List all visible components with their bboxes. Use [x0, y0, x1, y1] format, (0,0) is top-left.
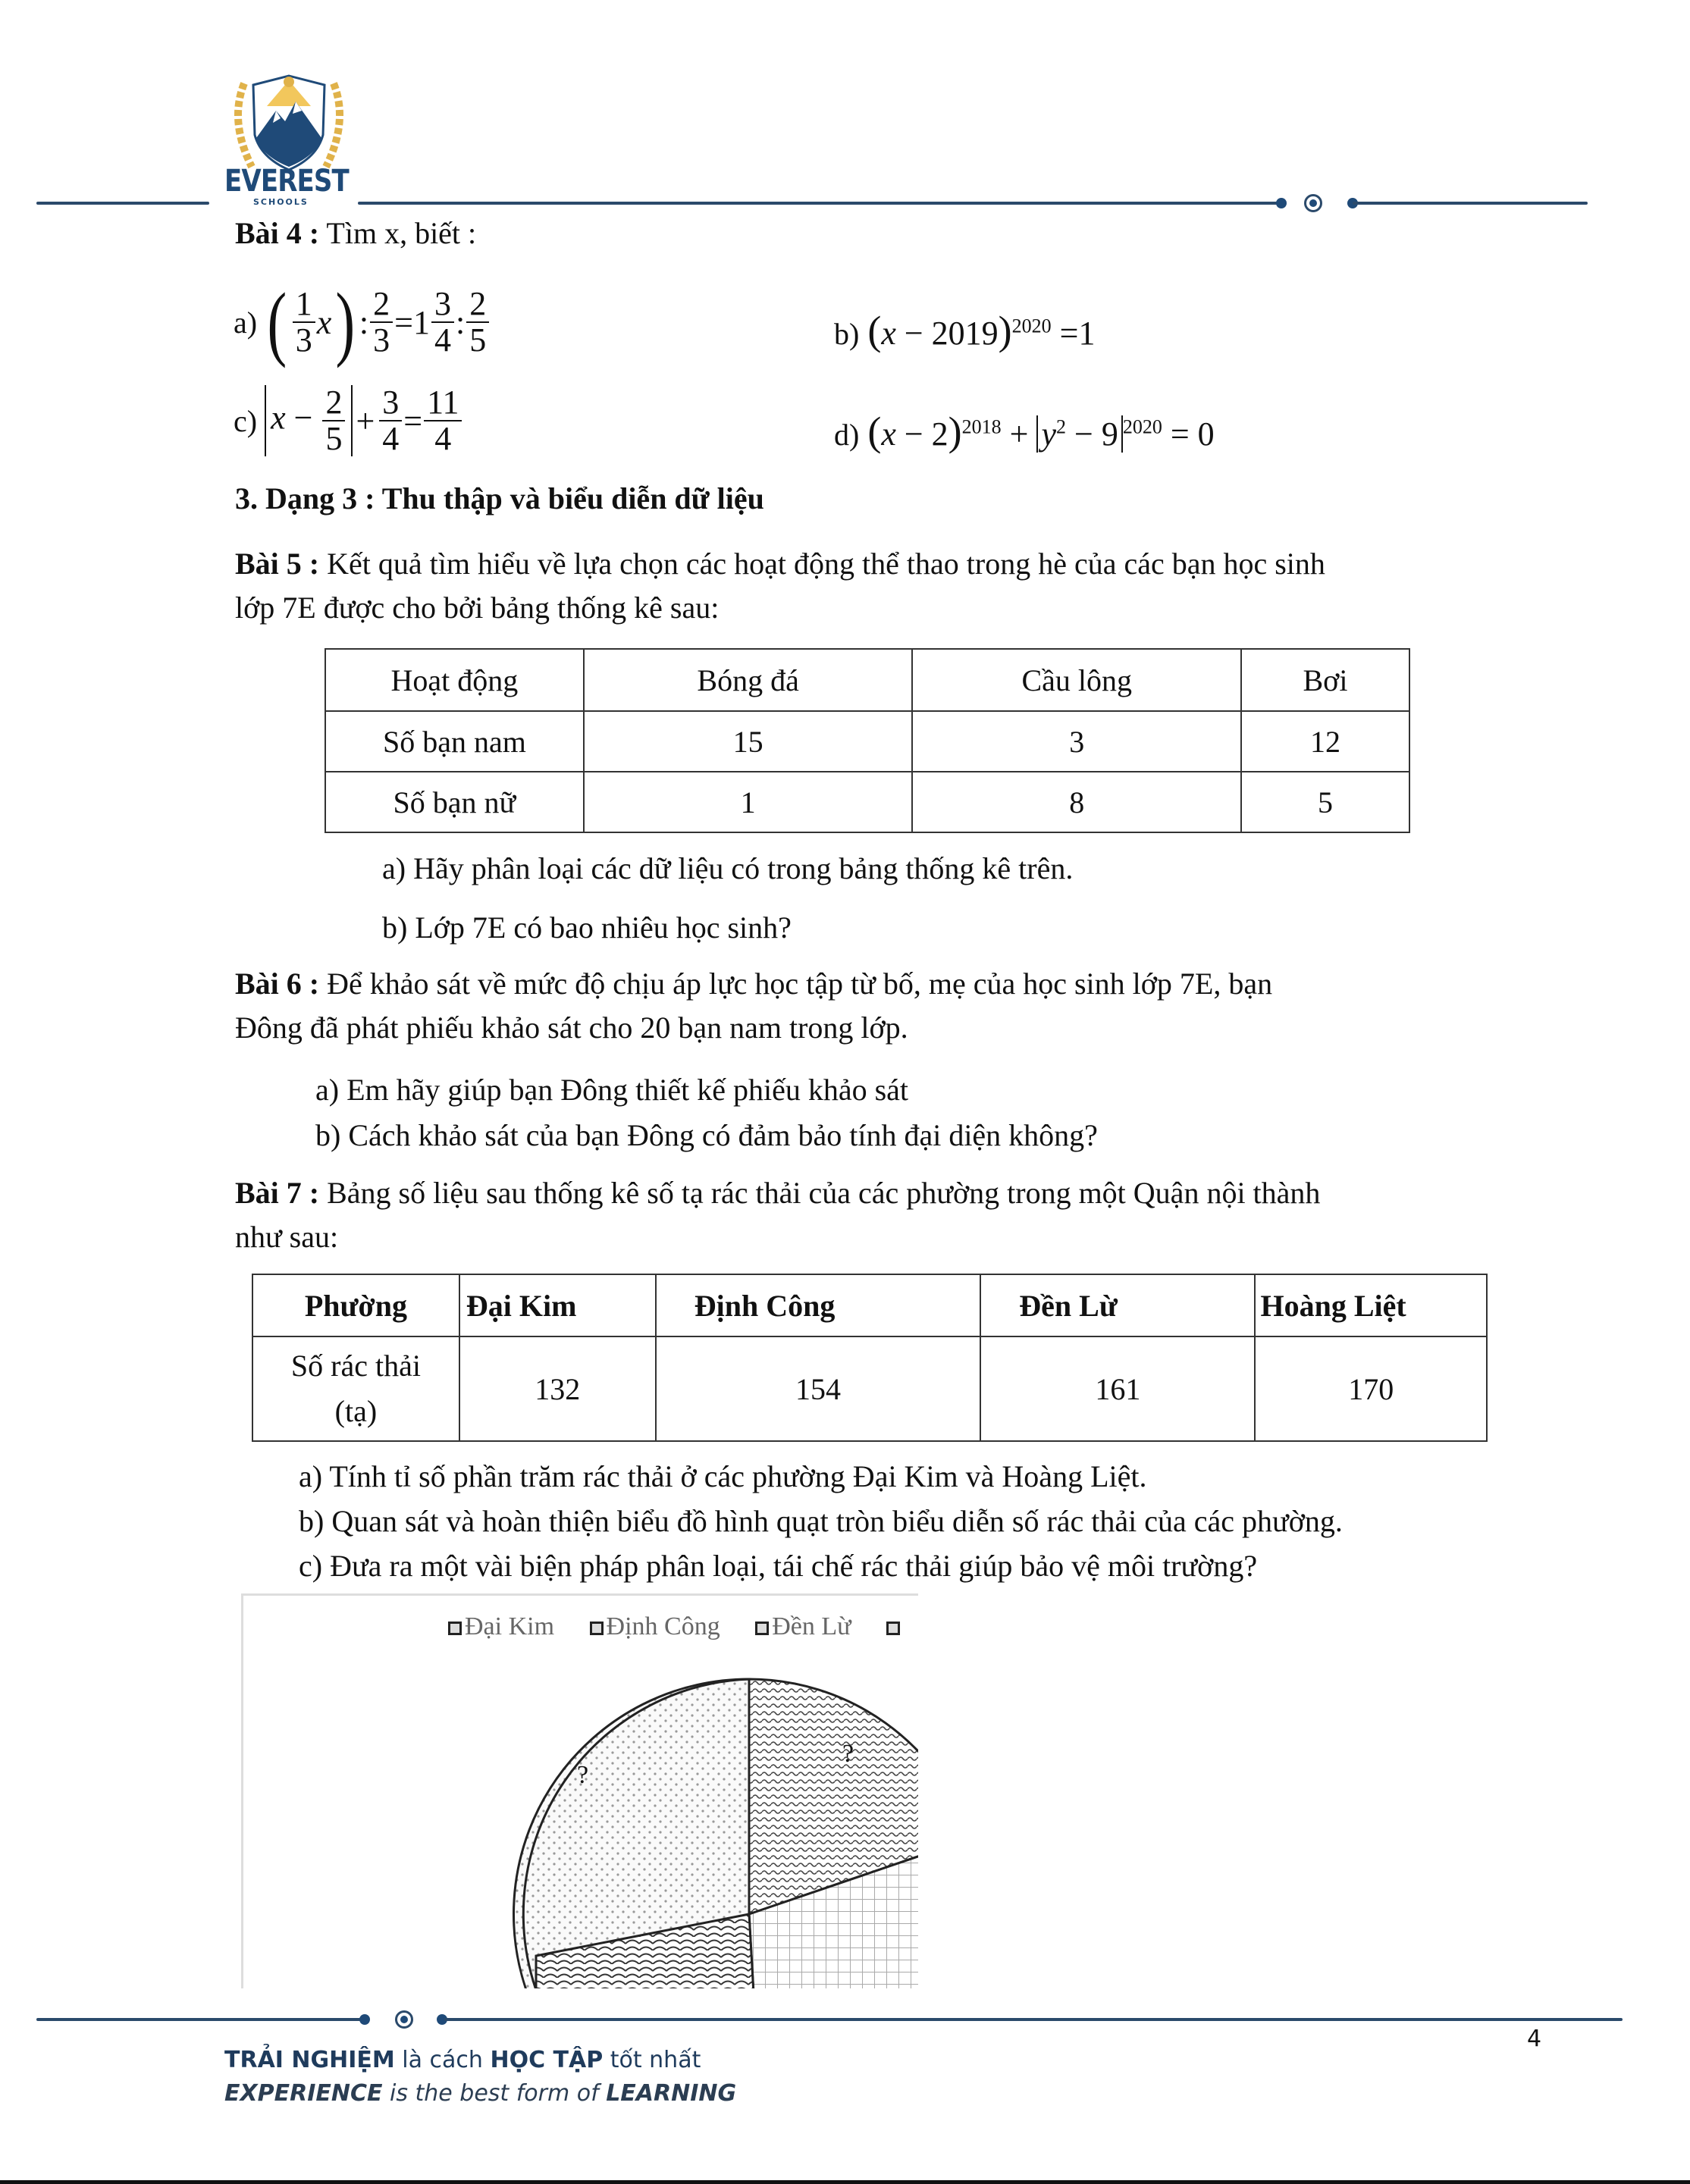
logo-subtitle: SCHOOLS	[253, 197, 309, 207]
slogan-en-mid: is the best form of	[382, 2080, 607, 2107]
waste-table	[252, 1274, 1488, 1442]
header-rule-right	[1353, 202, 1588, 205]
bai7-question-b: b) Quan sát và hoàn thiện biểu đồ hình quạt tròn biểu diễn số rác thải của các phường.	[299, 1504, 1343, 1538]
slogan-vietnamese	[224, 2047, 701, 2073]
bai4-instruction: Tìm x, biết :	[319, 216, 477, 250]
table-row	[252, 1336, 1487, 1441]
table-cell: 8	[912, 772, 1241, 832]
table-cell: 5	[1241, 772, 1409, 832]
bai4-b-label: b)	[834, 317, 860, 351]
bai6-question-a: a) Em hãy giúp bạn Đông thiết kế phiếu khảo sát	[315, 1073, 909, 1107]
footer-rule-right	[444, 2018, 1623, 2021]
bai6-text-1: Để khảo sát về mức độ chịu áp lực học tập từ bố, mẹ của học sinh lớp 7E, bạn	[319, 967, 1273, 1001]
school-logo	[221, 68, 356, 212]
bai4-title	[235, 215, 476, 252]
table-header-cell: Định Công	[656, 1274, 981, 1336]
footer-rule-left	[36, 2018, 362, 2021]
header-ring-icon	[1304, 194, 1322, 212]
header-dot-left	[1276, 198, 1287, 208]
bai6-line1	[235, 966, 1272, 1002]
bai7-line1	[235, 1175, 1320, 1211]
table-header-cell: Cầu lông	[912, 649, 1241, 711]
page-bottom-border	[0, 2180, 1690, 2184]
bai5-question-b: b) Lớp 7E có bao nhiêu học sinh?	[382, 910, 792, 945]
sports-table	[325, 648, 1410, 833]
bai7-label: Bài 7 :	[235, 1176, 320, 1210]
pie-label-unknown-1: ?	[577, 1761, 589, 1789]
legend-label: Định Công	[606, 1612, 720, 1640]
table-cell: 132	[459, 1336, 656, 1441]
page-number: 4	[1527, 2026, 1542, 2052]
table-header-cell: Đền Lừ	[980, 1274, 1255, 1336]
table-row	[325, 772, 1409, 832]
table-header-cell: Bơi	[1241, 649, 1409, 711]
pie-chart-frame	[241, 1593, 918, 1988]
bai5-text-1: Kết quả tìm hiểu về lựa chọn các hoạt động thể thao trong hè của các bạn học sinh	[319, 547, 1325, 581]
bai4-d-label: d)	[834, 418, 860, 452]
table-header-cell: Đại Kim	[459, 1274, 656, 1336]
bai5-label: Bài 5 :	[235, 547, 320, 581]
bai6-label: Bài 6 :	[235, 967, 320, 1001]
bai6-line2: Đông đã phát phiếu khảo sát cho 20 bạn nam trong lớp.	[235, 1011, 908, 1045]
slogan-vi-bold-2: HỌC TẬP	[490, 2047, 604, 2073]
table-cell: 170	[1255, 1336, 1487, 1441]
bai7-line2: như sau:	[235, 1220, 339, 1254]
header-rule-middle	[358, 202, 1281, 205]
table-cell: 12	[1241, 711, 1409, 772]
table-cell: 1	[584, 772, 913, 832]
slogan-en-1: EXPERIENCE	[224, 2080, 383, 2107]
slogan-vi-bold-1: TRẢI NGHIỆM	[224, 2047, 395, 2073]
legend-label: Đại Kim	[465, 1612, 555, 1640]
header-rule-left	[36, 202, 209, 205]
bai4-expr-c: c) x − $\frac{2}{5}$ + $\frac{3}{4}$ = $\frac{11}{4}$	[234, 385, 463, 456]
bai5-line1	[235, 546, 1325, 582]
legend-label: Đền Lừ	[772, 1612, 851, 1640]
footer-dot-left	[359, 2014, 370, 2025]
table-header-cell: Bóng đá	[584, 649, 913, 711]
table-header-cell: Phường	[252, 1274, 459, 1336]
logo-wordmark: EVEREST	[224, 164, 349, 199]
table-header-cell: Hoạt động	[325, 649, 584, 711]
bai7-question-a: a) Tính tỉ số phần trăm rác thải ở các phường Đại Kim và Hoàng Liệt.	[299, 1459, 1147, 1493]
footer-ring-icon	[395, 2010, 413, 2029]
slogan-vi-end: tốt nhất	[603, 2047, 701, 2073]
bai6-question-b: b) Cách khảo sát của bạn Đông có đảm bảo tính đại diện không?	[315, 1118, 1098, 1152]
table-header-row	[325, 649, 1409, 711]
table-cell: 161	[980, 1336, 1255, 1441]
section3-heading: 3. Dạng 3 : Thu thập và biểu diễn dữ liệu	[235, 481, 764, 515]
pie-chart	[243, 1596, 918, 1988]
bai4-expr-b: b) $(x - 2019)^{2020} =1$	[834, 308, 1096, 353]
slogan-vi-mid: là cách	[394, 2047, 491, 2073]
pie-label-unknown-2: ?	[842, 1740, 854, 1768]
bai7-text-1: Bảng số liệu sau thống kê số tạ rác thải của các phường trong một Quận nội thành	[319, 1176, 1321, 1210]
bai4-expr-d: d) $(x - 2)^{2018} + y^2 - 9$ $^{2020}$ = 0	[834, 409, 1215, 454]
slogan-english	[224, 2080, 736, 2107]
table-cell: Số bạn nữ	[325, 772, 584, 832]
table-header-cell: Hoàng Liệt	[1255, 1274, 1487, 1336]
bai5-question-a: a) Hãy phân loại các dữ liệu có trong bảng thống kê trên.	[382, 851, 1074, 885]
bai4-c-label: c)	[234, 403, 258, 438]
table-row	[325, 711, 1409, 772]
table-cell: 15	[584, 711, 913, 772]
table-row-label	[252, 1336, 459, 1441]
bai4-label: Bài 4 :	[235, 216, 320, 250]
table-cell: 154	[656, 1336, 981, 1441]
row-label-line1: Số rác thải	[290, 1349, 421, 1383]
slogan-en-2: LEARNING	[606, 2080, 737, 2107]
table-cell: 3	[912, 711, 1241, 772]
bai7-question-c: c) Đưa ra một vài biện pháp phân loại, tái chế rác thải giúp bảo vệ môi trường?	[299, 1549, 1258, 1583]
bai5-line2: lớp 7E được cho bởi bảng thống kê sau:	[235, 591, 720, 625]
bai4-a-label: a)	[234, 305, 258, 340]
row-label-line2: (tạ)	[334, 1394, 378, 1428]
bai4-expr-a: a) ( $\frac{1}{3}$ x ) : $\frac{2}{3}$ =1 $\frac{3}{4}$ : $\frac{2}{5}$	[234, 280, 491, 364]
table-header-row	[252, 1274, 1487, 1336]
table-cell: Số bạn nam	[325, 711, 584, 772]
